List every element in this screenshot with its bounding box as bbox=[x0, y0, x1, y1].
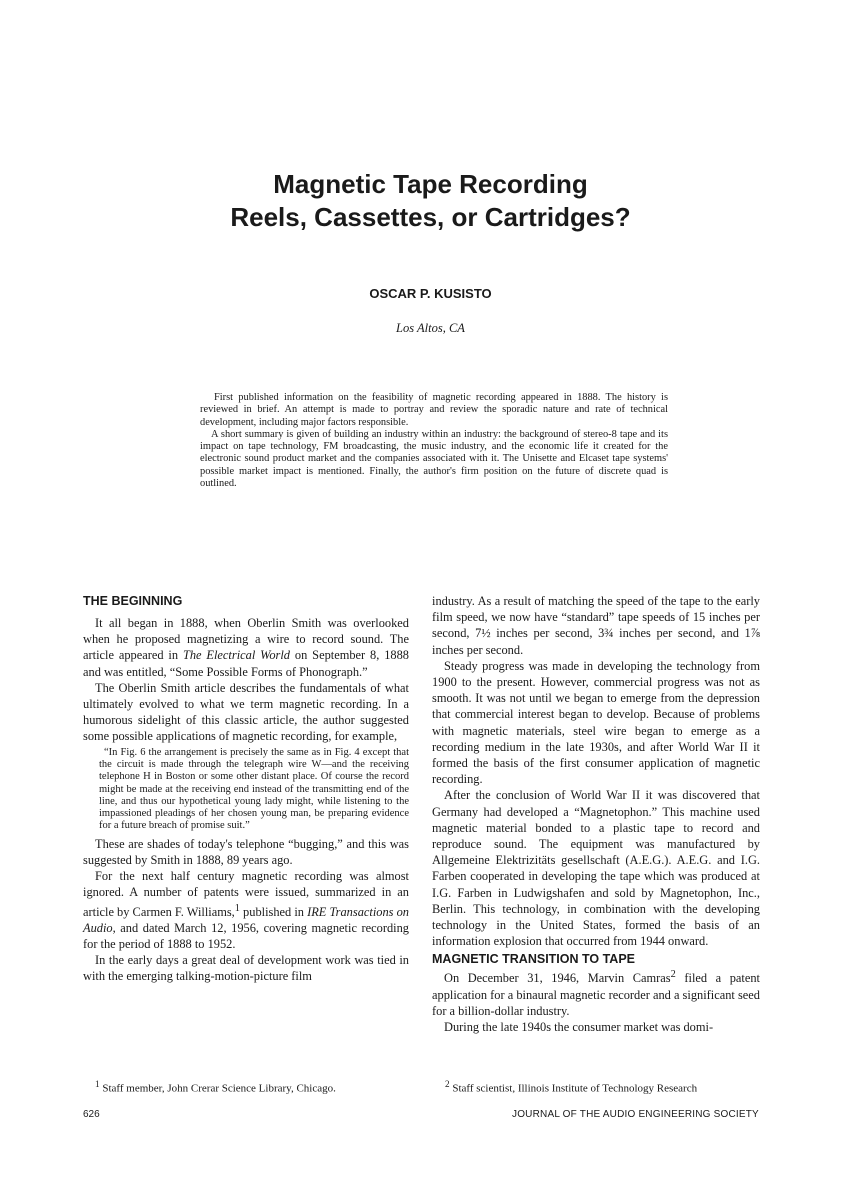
page-number: 626 bbox=[83, 1109, 100, 1120]
body-paragraph: In the early days a great deal of development work was tied in with the emerging talking-motion-picture film bbox=[83, 953, 409, 984]
footnote-ref-2: 2 bbox=[670, 969, 676, 981]
running-footer-journal: JOURNAL OF THE AUDIO ENGINEERING SOCIETY bbox=[512, 1109, 759, 1120]
footnote-ref-1: 1 bbox=[234, 902, 240, 914]
journal-citation: The Electrical World bbox=[182, 648, 291, 663]
section-heading-beginning: THE BEGINNING bbox=[83, 594, 183, 608]
author-name: OSCAR P. KUSISTO bbox=[369, 286, 492, 301]
title-line-2: Reels, Cassettes, or Cartridges? bbox=[230, 202, 631, 232]
section-heading-transition: MAGNETIC TRANSITION TO TAPE bbox=[432, 952, 636, 967]
abstract bbox=[200, 392, 668, 490]
block-quote: “In Fig. 6 the arrangement is precisely the same as in Fig. 4 except that the circuit is made through the telegraph wire W—and the receiving telephone H in Boston or some other distant place. Of course the record might be made at the receiving end instead of the transmitting end of the line, and thus our hypothetical young lady might, while listening to the impassioned pleadings of her chosen young man, be preparing evidence for a future breach of promise suit.” bbox=[99, 746, 409, 832]
body-paragraph: industry. As a result of matching the speed of the tape to the early film speed, we now have “standard” tape speeds of 15 inches per second, 7½ inches per second, 3¾ inches per second, and 1⅞ inches per second. bbox=[432, 594, 760, 657]
article-title bbox=[0, 168, 861, 234]
abstract-paragraph-2: A short summary is given of building an industry within an industry: the background of stereo-8 tape and its impact on tape technology, FM broadcasting, the music industry, and the economic life it created for the electronic sound product market and the companies associated with it. The Unisette and Elcaset tape systems' possible market impact is mentioned. Finally, the author's firm position on the future of discrete quad is outlined. bbox=[200, 428, 668, 490]
footnote-2: $^2$ Staff scientist, Illinois Institute of Technology Research bbox=[445, 1079, 698, 1095]
body-paragraph: Steady progress was made in developing the technology from 1900 to the present. However, commercial progress was not as smooth. It was not until we began to emerge from the depression that commercial interest began to develop. Because of problems with magnetic materials, steel wire began to emerge as a recording medium in the late 1930s, and after World War II it formed the basis of the first consumer application of magnetic recording. bbox=[432, 658, 760, 787]
author-affiliation: Los Altos, CA bbox=[396, 321, 465, 335]
left-column bbox=[83, 593, 409, 985]
abstract-paragraph-1: First published information on the feasibility of magnetic recording appeared in 1888. The history is reviewed in brief. An attempt is made to portray and review the sporadic nature and rate of technical development, including major factors responsible. bbox=[200, 392, 668, 428]
footnote-1: $^1$ Staff member, John Crerar Science Library, Chicago. bbox=[95, 1079, 336, 1095]
right-column bbox=[432, 593, 760, 1035]
journal-citation: IRE Transactions on Audio, bbox=[83, 904, 409, 935]
body-paragraph: These are shades of today's telephone “bugging,” and this was suggested by Smith in 1888, 89 years ago. bbox=[83, 836, 409, 867]
body-paragraph: It all began in 1888, when Oberlin Smith was overlooked when he proposed magnetizing a wire to record sound. The article appeared in The Electrical World on September 8, 1888 and was entitled, “Some Possible Forms of Phonograph.” bbox=[83, 616, 410, 679]
title-line-1: Magnetic Tape Recording bbox=[273, 169, 588, 199]
body-paragraph: The Oberlin Smith article describes the fundamentals of what ultimately evolved to what we term magnetic recording. In a humorous sidelight of this classic article, the author suggested some possible applications of magnetic recording, for example, bbox=[83, 680, 409, 744]
body-paragraph: On December 31, 1946, Marvin Camras$^2$ filed a patent application for a binaural magnetic recorder and a significant seed for a billion-dollar industry. bbox=[432, 969, 760, 1018]
body-paragraph: During the late 1940s the consumer market was domi- bbox=[444, 1020, 714, 1035]
body-paragraph: After the conclusion of World War II it was discovered that Germany had developed a “Magnetophon.” This machine used magnetic material bonded to a plastic tape to record and reproduce sound. The equipment was manufactured by Allgemeine Elektrizitäts gesellschaft (A.E.G.). A.E.G. and I.G. Farben cooperated in developing the tape which was produced at I.G. Farben in Ludwigshafen and sold by Magnetophon, Inc., Berlin. This technology, in combination with the developing technology in the United States, formed the basis of an information explosion that occurred from 1944 onward. bbox=[432, 788, 760, 949]
body-paragraph: For the next half century magnetic recording was almost ignored. A number of patents were issued, summarized in an article by Carmen F. Williams,$^1$ published in IRE Transactions on Audio, and dated March 12, 1956, covering magnetic recording for the period of 1888 to 1952. bbox=[83, 869, 409, 952]
